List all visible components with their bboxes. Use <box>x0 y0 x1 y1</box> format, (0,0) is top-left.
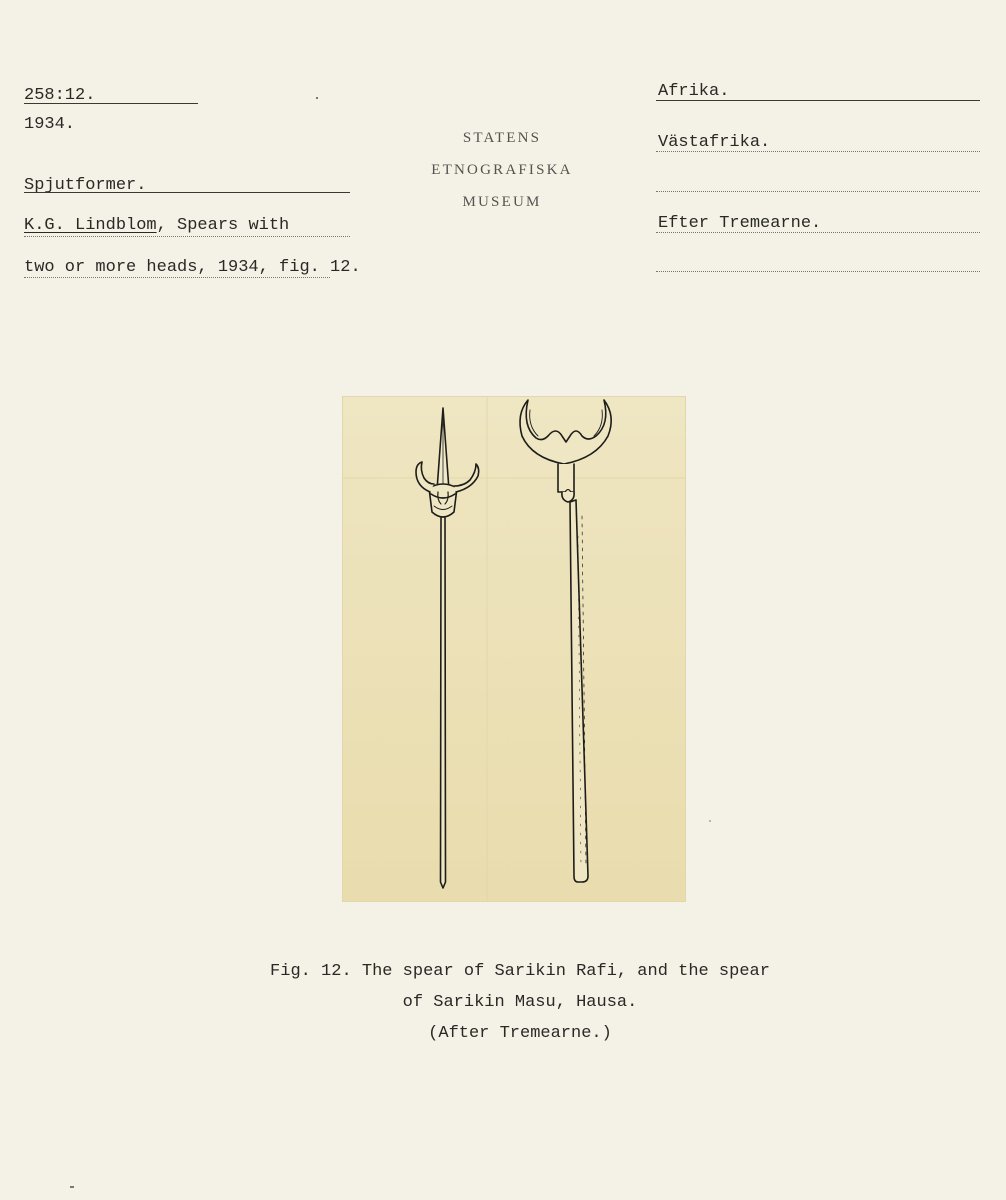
reference-rule-1 <box>24 236 350 237</box>
extra-rule <box>656 271 980 272</box>
reference-title-start: , Spears with <box>156 216 290 235</box>
caption-line-2: of Sarikin Masu, Hausa. <box>402 993 638 1012</box>
caption-line-1: Fig. 12. The spear of Sarikin Rafi, and the spear <box>270 962 770 981</box>
paper-speck <box>316 97 318 99</box>
reference-rule-2 <box>24 277 330 278</box>
reference-author: K.G. Lindblom <box>24 216 157 235</box>
subject-rule <box>24 192 350 193</box>
subject: Spjutformer. <box>24 176 147 195</box>
region: Västafrika. <box>658 133 771 152</box>
museum-line-3: MUSEUM <box>462 194 542 210</box>
catalog-number-rule <box>24 103 198 104</box>
year: 1934. <box>24 115 76 134</box>
figure-mount <box>342 396 686 902</box>
caption-line-3: (After Tremearne.) <box>428 1024 612 1043</box>
spear-sarikin-rafi-drawing <box>416 408 479 888</box>
museum-heading <box>402 122 602 218</box>
blank-rule <box>656 191 980 192</box>
catalog-number: 258:12. <box>24 86 96 105</box>
source: Efter Tremearne. <box>658 214 822 233</box>
museum-line-2: ETNOGRAFISKA <box>431 162 573 178</box>
museum-line-1: STATENS <box>462 130 542 146</box>
source-rule <box>656 232 980 233</box>
spears-drawing <box>342 396 686 902</box>
continent-rule <box>656 100 980 101</box>
reference-line-1 <box>24 216 289 236</box>
region-rule <box>656 151 980 152</box>
continent: Afrika. <box>658 82 730 101</box>
paper-speck <box>709 820 711 822</box>
paper-speck <box>70 1186 74 1188</box>
spear-sarikin-masu-drawing <box>520 400 611 882</box>
reference-line-2: two or more heads, 1934, fig. 12. <box>24 258 361 277</box>
